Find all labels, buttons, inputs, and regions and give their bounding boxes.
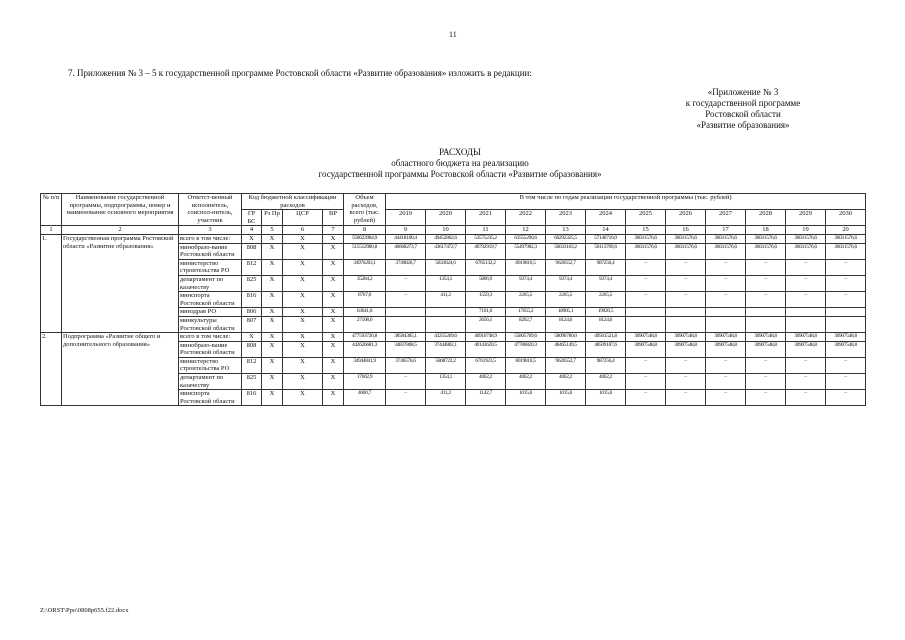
appendix-header [643,87,843,131]
code-vr-cell: X [323,292,344,308]
year-value-cell: 1559,3 [466,292,506,308]
page-number: 11 [449,30,457,39]
code-vr-cell: X [323,234,344,243]
code-gr-cell: 812 [242,357,262,373]
year-value-cell [626,316,666,332]
executor-cell: минкультуры Ростовской области [179,316,242,332]
row-number: 1. [41,234,62,332]
code-csr-cell: X [283,316,323,332]
header-year: 2024 [586,210,626,226]
year-value-cell [666,308,706,317]
code-rz-cell: X [262,308,283,317]
year-value-cell: 55805709,6 [506,333,546,342]
code-rz-cell: X [262,390,283,406]
year-value-cell: – [386,275,426,291]
column-number: 13 [546,226,586,235]
header-year: 2021 [466,210,506,226]
executor-cell: всего в том числе: [179,234,242,243]
year-value-cell: 987256,4 [586,357,626,373]
code-vr-cell: X [323,316,344,332]
year-value-cell: – [786,259,826,275]
header-year: 2029 [786,210,826,226]
year-value-cell: 47780820,3 [506,341,546,357]
header-executor: Ответст-венный исполнитель, соиспол-нитель, участник [179,194,242,226]
year-value-cell: – [666,374,706,390]
year-value-cell: 30907548,8 [666,333,706,342]
column-number: 19 [786,226,826,235]
year-value-cell: 5806,9 [466,275,506,291]
year-value-cell: 53575235,2 [466,234,506,243]
code-csr-cell: X [283,333,323,342]
year-value-cell: 37444802,1 [426,341,466,357]
year-value-cell: 9620552,7 [546,357,586,373]
year-value-cell: 36031576,6 [706,234,746,243]
year-value-cell: 411,2 [426,390,466,406]
year-value-cell: 1354,1 [426,374,466,390]
column-number: 14 [586,226,626,235]
year-value-cell: – [706,292,746,308]
year-value-cell: 8019810,5 [506,357,546,373]
year-value-cell: 36031576,6 [826,243,866,259]
header-year: 2026 [666,210,706,226]
year-value-cell: – [626,374,666,390]
executor-cell: всего в том числе: [179,333,242,342]
year-value-cell: 30907548,8 [786,341,826,357]
year-value-cell: 46792919,7 [466,243,506,259]
year-value-cell: – [746,390,786,406]
code-rz-cell: X [262,357,283,373]
total-cell: 8767,0 [344,292,386,308]
code-gr-cell: X [242,333,262,342]
header-year: 2028 [746,210,786,226]
code-vr-cell: X [323,243,344,259]
year-value-cell: 1015,6 [546,390,586,406]
year-value-cell: – [706,357,746,373]
year-value-cell: 63555290,6 [506,234,546,243]
year-value-cell: 6765132,2 [466,259,506,275]
column-number: 10 [426,226,466,235]
year-value-cell: 30907548,8 [626,333,666,342]
year-value-cell: 38584385,1 [386,333,426,342]
year-value-cell [426,308,466,317]
program-name: Государственная программа Ростовской области «Развитие образования» [62,234,179,332]
year-value-cell: 44418100,4 [386,234,426,243]
year-value-cell: 3746576,6 [386,357,426,373]
column-number: 12 [506,226,546,235]
year-value-cell: 57140710,0 [586,234,626,243]
header-gr: ГР БС [242,210,262,226]
executor-cell: минобразо-вание Ростовской области [179,243,242,259]
executor-cell: минздрав РО [179,308,242,317]
code-gr-cell: 812 [242,259,262,275]
year-value-cell: 48465149,5 [546,341,586,357]
year-value-cell: 36031576,6 [826,234,866,243]
code-rz-cell: X [262,341,283,357]
year-value-cell: 6761923,5 [466,357,506,373]
year-value-cell: 30907548,8 [746,333,786,342]
appendix-line: «Развитие образования» [696,120,790,130]
year-value-cell: – [626,275,666,291]
expenses-table [40,193,866,406]
column-number: 3 [179,226,242,235]
year-value-cell [386,308,426,317]
year-value-cell [746,308,786,317]
total-cell: 4600,7 [344,390,386,406]
code-csr-cell: X [283,243,323,259]
year-value-cell: 30907548,8 [826,333,866,342]
code-vr-cell: X [323,333,344,342]
column-number: 18 [746,226,786,235]
code-csr-cell: X [283,308,323,317]
header-num: № п/п [41,194,62,226]
year-value-cell: 9374,4 [506,275,546,291]
year-value-cell: – [626,357,666,373]
year-value-cell: – [786,275,826,291]
year-value-cell: – [386,374,426,390]
column-number: 7 [323,226,344,235]
header-code: Код бюджетной классификации расходов [242,194,344,210]
year-value-cell [386,316,426,332]
code-csr-cell: X [283,357,323,373]
year-value-cell: – [826,390,866,406]
year-value-cell: 3749826,7 [386,259,426,275]
year-value-cell: 1354,1 [426,275,466,291]
year-value-cell: – [826,357,866,373]
column-number: 8 [344,226,386,235]
year-value-cell [666,316,706,332]
code-vr-cell: X [323,308,344,317]
header-year: 2030 [826,210,866,226]
year-value-cell: – [666,390,706,406]
year-value-cell: – [626,292,666,308]
total-cell: 27108,0 [344,316,386,332]
program-name: Подпрограмма «Развитие общего и дополнительного образования» [62,333,179,406]
executor-cell: минобразо-вание Ростовской области [179,341,242,357]
year-value-cell: – [786,374,826,390]
year-value-cell: 34837808,5 [386,341,426,357]
intro-paragraph: 7. Приложения № 3 – 5 к государственной программе Ростовской области «Развитие образования» изложить в редакции: [68,68,532,78]
table-row [41,333,866,342]
year-value-cell: 9620552,7 [546,259,586,275]
row-number: 2. [41,333,62,406]
year-value-cell: 30907548,8 [706,333,746,342]
executor-cell: минспорта Ростовской области [179,292,242,308]
table-row [41,234,866,243]
code-rz-cell: X [262,259,283,275]
header-name: Наименование государственной программы, подпрограммы, номер и наименование основного мероприятия [62,194,179,226]
code-vr-cell: X [323,357,344,373]
year-value-cell: – [826,275,866,291]
code-csr-cell: X [283,275,323,291]
column-number: 2 [62,226,179,235]
title-line: РАСХОДЫ [439,147,481,157]
year-value-cell [706,316,746,332]
year-value-cell: 36031576,6 [786,243,826,259]
code-gr-cell: 808 [242,243,262,259]
year-value-cell: 48509187,6 [586,341,626,357]
year-value-cell: 66292325,5 [546,234,586,243]
code-gr-cell: 825 [242,374,262,390]
year-value-cell: – [666,259,706,275]
year-value-cell: 5833624,6 [426,259,466,275]
year-value-cell: 8124,6 [586,316,626,332]
year-value-cell: 19920,5 [586,308,626,317]
total-cell: 35284,2 [344,275,386,291]
year-value-cell [426,316,466,332]
code-vr-cell: X [323,341,344,357]
total-cell: 34976203,1 [344,259,386,275]
total-cell: 17602,9 [344,374,386,390]
year-value-cell: 9374,4 [586,275,626,291]
code-rz-cell: X [262,243,283,259]
year-value-cell [626,308,666,317]
code-vr-cell: X [323,275,344,291]
year-value-cell: 40668273,7 [386,243,426,259]
year-value-cell: 4062,2 [586,374,626,390]
column-number: 6 [283,226,323,235]
year-value-cell: 36031576,6 [746,243,786,259]
year-value-cell: 8124,6 [546,316,586,332]
year-value-cell: – [706,275,746,291]
year-value-cell: 58090780,0 [546,333,586,342]
column-number: 16 [666,226,706,235]
year-value-cell: 30907548,8 [746,341,786,357]
year-value-cell: 49452862,6 [426,234,466,243]
year-value-cell: 17655,2 [506,308,546,317]
code-csr-cell: X [283,341,323,357]
year-value-cell: 36031576,6 [626,234,666,243]
year-value-cell: – [826,374,866,390]
year-value-cell: – [666,357,706,373]
year-value-cell: 4062,2 [466,374,506,390]
year-value-cell: 4062,2 [506,374,546,390]
year-value-cell: – [746,374,786,390]
year-value-cell: 987256,4 [586,259,626,275]
column-number: 5 [262,226,283,235]
code-vr-cell: X [323,259,344,275]
year-value-cell: – [746,357,786,373]
year-value-cell: 40143620,5 [466,341,506,357]
year-value-cell: – [706,259,746,275]
column-number: 17 [706,226,746,235]
header-year: 2023 [546,210,586,226]
year-value-cell [826,316,866,332]
document-title [260,147,660,180]
year-value-cell: 2656,1 [466,316,506,332]
column-number: 11 [466,226,506,235]
code-gr-cell: 816 [242,390,262,406]
code-rz-cell: X [262,333,283,342]
year-value-cell: 30907548,8 [826,341,866,357]
year-value-cell: 30907548,8 [666,341,706,357]
year-value-cell: 36031576,6 [786,234,826,243]
header-year: 2020 [426,210,466,226]
code-gr-cell: 825 [242,275,262,291]
code-gr-cell: 808 [242,341,262,357]
year-value-cell: 36031576,6 [666,234,706,243]
year-value-cell: 9374,4 [546,275,586,291]
header-row [41,194,866,210]
code-rz-cell: X [262,316,283,332]
year-value-cell: – [826,259,866,275]
total-cell: 515512980,8 [344,243,386,259]
header-total: Объем расходов, всего (тыс. рублей) [344,194,386,226]
year-value-cell: – [666,292,706,308]
year-value-cell: 2265,5 [546,292,586,308]
header-year: 2027 [706,210,746,226]
column-number: 15 [626,226,666,235]
year-value-cell: 36031576,6 [626,243,666,259]
code-rz-cell: X [262,292,283,308]
code-csr-cell: X [283,259,323,275]
year-value-cell: 1015,6 [506,390,546,406]
year-value-cell [746,316,786,332]
year-value-cell: 1015,6 [586,390,626,406]
code-rz-cell: X [262,275,283,291]
code-gr-cell: 816 [242,292,262,308]
code-vr-cell: X [323,390,344,406]
executor-cell: минспорта Ростовской области [179,390,242,406]
code-gr-cell: X [242,234,262,243]
column-number: 1 [41,226,62,235]
header-year: 2025 [626,210,666,226]
year-value-cell [706,308,746,317]
code-csr-cell: X [283,374,323,390]
year-value-cell: – [786,357,826,373]
year-value-cell: 55497982,3 [506,243,546,259]
header-year: 2019 [386,210,426,226]
title-line: областного бюджета на реализацию [391,158,529,168]
appendix-line: «Приложение № 3 [707,87,779,97]
year-value-cell: 30907548,8 [786,333,826,342]
year-value-cell: – [706,374,746,390]
year-value-cell: 5808722,2 [426,357,466,373]
code-csr-cell: X [283,292,323,308]
year-value-cell: – [746,292,786,308]
appendix-line: к государственной программе [685,98,801,108]
header-csr: ЦСР [283,210,323,226]
year-value-cell: 56113709,6 [586,243,626,259]
year-value-cell: – [626,259,666,275]
year-value-cell: 7161,0 [466,308,506,317]
year-value-cell: – [386,390,426,406]
file-path-footer: Z:\ORST\Ppo\0808p655.f22.docx [40,607,129,614]
year-value-cell: – [746,259,786,275]
column-number-row [41,226,866,235]
year-value-cell: 36031576,6 [666,243,706,259]
year-value-cell: 36031576,6 [746,234,786,243]
executor-cell: департамент по казачеству [179,374,242,390]
year-value-cell [786,316,826,332]
header-rz: Рз Пр [262,210,283,226]
year-value-cell [786,308,826,317]
code-csr-cell: X [283,234,323,243]
column-number: 9 [386,226,426,235]
total-cell: 550623984,9 [344,234,386,243]
year-value-cell: 4062,2 [546,374,586,390]
code-csr-cell: X [283,390,323,406]
year-value-cell: 1142,7 [466,390,506,406]
year-value-cell: 8019810,5 [506,259,546,275]
executor-cell: департамент по казачеству [179,275,242,291]
year-value-cell: 49501521,8 [586,333,626,342]
year-value-cell: – [666,275,706,291]
year-value-cell: 46910748,9 [466,333,506,342]
total-cell: 63641,8 [344,308,386,317]
appendix-line: Ростовской области [705,109,781,119]
year-value-cell: 30907548,8 [706,341,746,357]
title-line: государственной программы Ростовской области «Развитие образования» [318,169,602,179]
year-value-cell: 2265,5 [586,292,626,308]
year-value-cell: 56633103,2 [546,243,586,259]
header-year: 2022 [506,210,546,226]
total-cell: 442626681,3 [344,341,386,357]
header-vr: ВР [323,210,344,226]
year-value-cell: – [786,390,826,406]
code-gr-cell: 806 [242,308,262,317]
code-rz-cell: X [262,374,283,390]
year-value-cell: 36031576,6 [706,243,746,259]
header-years-group: В том числе по годам реализации государственной программы (тыс. рублей) [386,194,866,210]
year-value-cell [826,308,866,317]
year-value-cell: 2265,5 [506,292,546,308]
year-value-cell: – [706,390,746,406]
code-vr-cell: X [323,374,344,390]
year-value-cell: – [386,292,426,308]
executor-cell: министерство строительства РО [179,259,242,275]
total-cell: 477593726,8 [344,333,386,342]
code-gr-cell: 807 [242,316,262,332]
year-value-cell: 411,2 [426,292,466,308]
executor-cell: министерство строительства РО [179,357,242,373]
year-value-cell: 43617472,7 [426,243,466,259]
year-value-cell: 43255269,6 [426,333,466,342]
year-value-cell: – [626,390,666,406]
year-value-cell: 8202,7 [506,316,546,332]
column-number: 4 [242,226,262,235]
year-value-cell: 30907548,8 [626,341,666,357]
total-cell: 34944841,9 [344,357,386,373]
code-rz-cell: X [262,234,283,243]
year-value-cell: – [826,292,866,308]
year-value-cell: – [786,292,826,308]
year-value-cell: 18905,1 [546,308,586,317]
year-value-cell: – [746,275,786,291]
column-number: 20 [826,226,866,235]
